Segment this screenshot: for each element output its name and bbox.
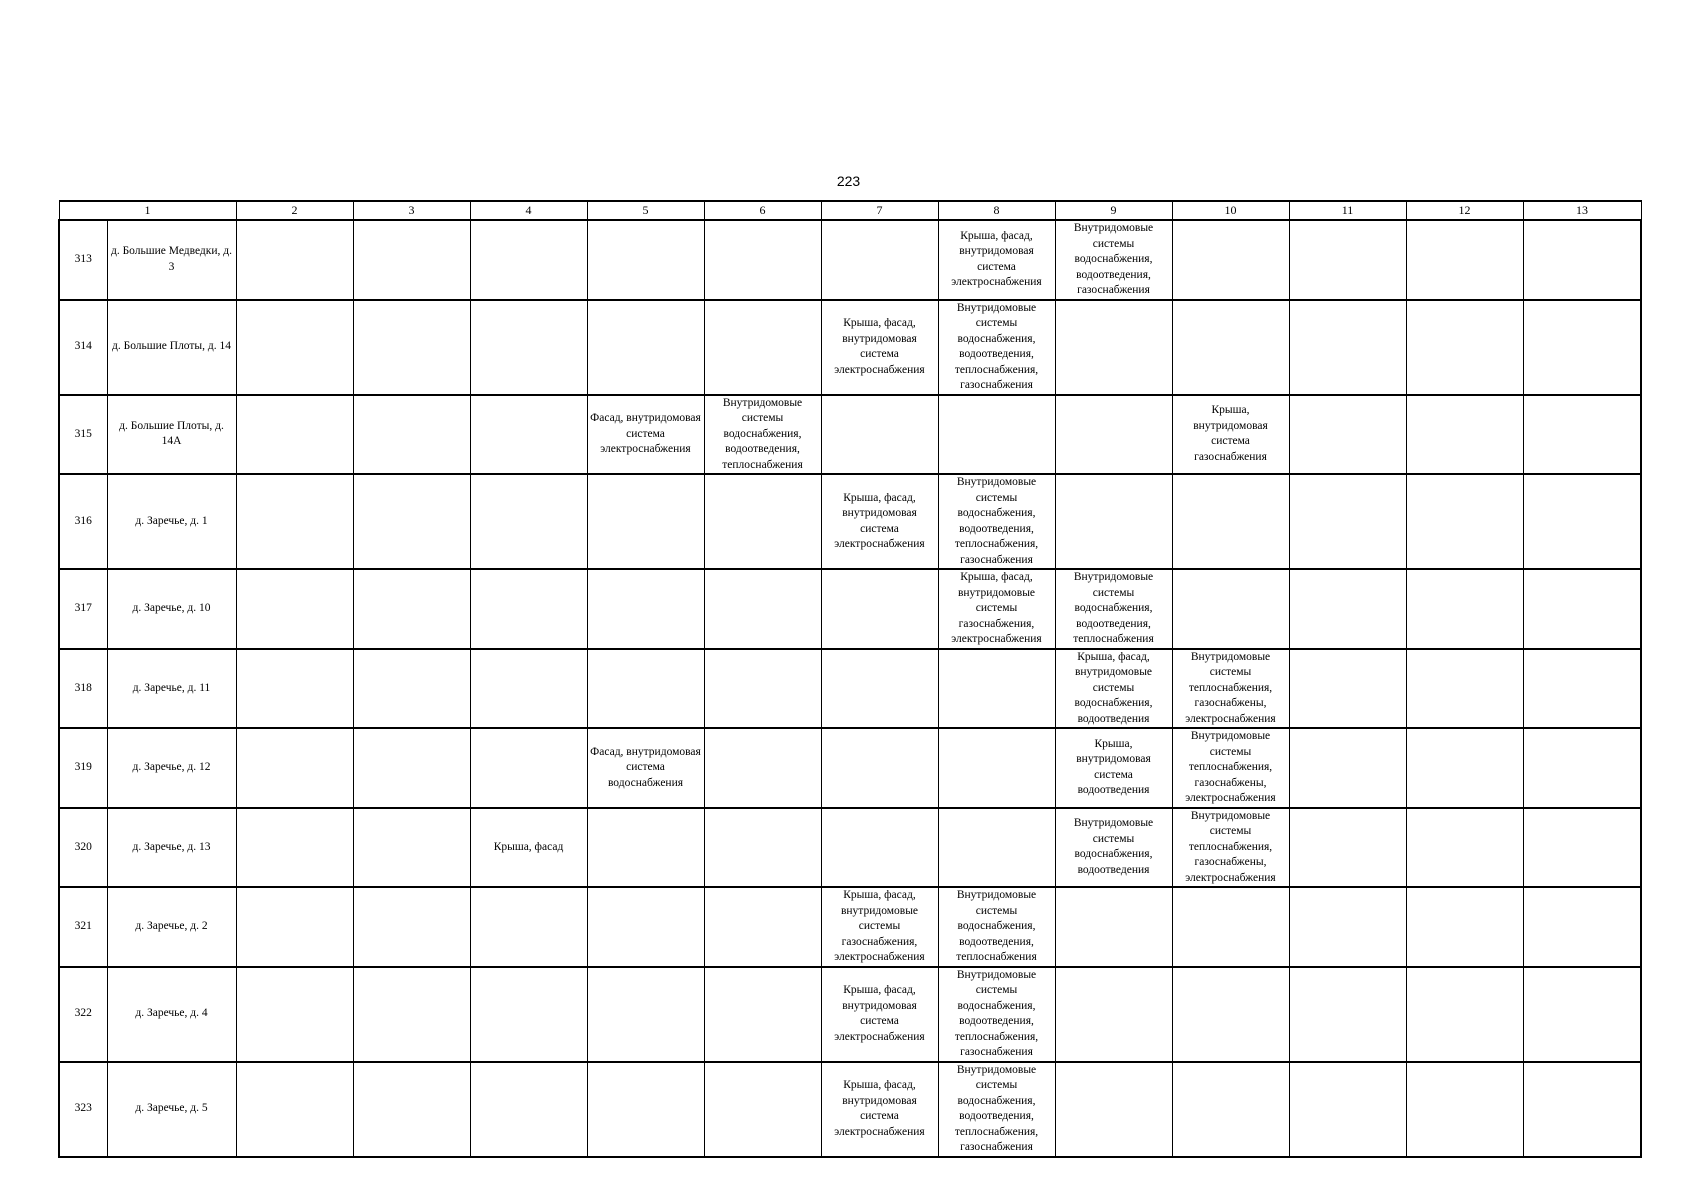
- work-cell: [470, 967, 587, 1062]
- table-row: [59, 728, 1641, 808]
- work-cell: [1289, 649, 1406, 729]
- work-cell: [353, 569, 470, 649]
- work-cell: [587, 887, 704, 967]
- work-cell: [1523, 395, 1641, 475]
- work-cell: [1055, 300, 1172, 395]
- work-cell: [1406, 1062, 1523, 1157]
- address-cell: д. Большие Медведки, д. 3: [107, 220, 236, 300]
- work-cell: [1523, 300, 1641, 395]
- row-number: 313: [59, 220, 107, 300]
- work-cell: [704, 474, 821, 569]
- work-cell: [821, 728, 938, 808]
- work-cell: [587, 220, 704, 300]
- work-cell: [1406, 808, 1523, 888]
- work-cell: [821, 395, 938, 475]
- column-header: 5: [587, 201, 704, 220]
- address-cell: д. Заречье, д. 12: [107, 728, 236, 808]
- work-cell: [1523, 220, 1641, 300]
- work-cell: [1406, 649, 1523, 729]
- work-cell: [821, 649, 938, 729]
- work-cell: [704, 1062, 821, 1157]
- work-cell: [821, 569, 938, 649]
- table-row: [59, 569, 1641, 649]
- work-cell: [704, 967, 821, 1062]
- work-cell: [1055, 395, 1172, 475]
- work-cell: [470, 728, 587, 808]
- capital-repair-table: [58, 200, 1642, 1158]
- work-cell: [587, 649, 704, 729]
- column-header: 13: [1523, 201, 1641, 220]
- work-cell: [587, 300, 704, 395]
- row-number: 314: [59, 300, 107, 395]
- work-cell: [587, 569, 704, 649]
- work-cell: [236, 220, 353, 300]
- work-cell: Крыша, внутридомовая система водоотведения: [1055, 728, 1172, 808]
- row-number: 315: [59, 395, 107, 475]
- work-cell: [1289, 569, 1406, 649]
- row-number: 322: [59, 967, 107, 1062]
- work-cell: [1289, 887, 1406, 967]
- column-header: 8: [938, 201, 1055, 220]
- column-header: 7: [821, 201, 938, 220]
- work-cell: [236, 395, 353, 475]
- table-row: [59, 1062, 1641, 1157]
- work-cell: [353, 649, 470, 729]
- work-cell: Крыша, фасад, внутридомовые системы газоснабжения, электроснабжения: [821, 887, 938, 967]
- work-cell: [236, 728, 353, 808]
- work-cell: [1172, 220, 1289, 300]
- work-cell: [587, 1062, 704, 1157]
- work-cell: [938, 808, 1055, 888]
- work-cell: [1172, 300, 1289, 395]
- row-number: 319: [59, 728, 107, 808]
- work-cell: [1523, 649, 1641, 729]
- address-cell: д. Заречье, д. 13: [107, 808, 236, 888]
- table-row: [59, 887, 1641, 967]
- work-cell: Внутридомовые системы водоснабжения, водоотведения, теплоснабжения, газоснабжения: [938, 300, 1055, 395]
- work-cell: [1289, 300, 1406, 395]
- work-cell: Крыша, фасад, внутридомовая система электроснабжения: [821, 1062, 938, 1157]
- column-header: 3: [353, 201, 470, 220]
- work-cell: [1172, 1062, 1289, 1157]
- work-cell: [821, 220, 938, 300]
- work-cell: [470, 649, 587, 729]
- work-cell: [1172, 887, 1289, 967]
- work-cell: Внутридомовые системы теплоснабжения, газоснабжены, электроснабжения: [1172, 649, 1289, 729]
- work-cell: Крыша, фасад, внутридомовая система электроснабжения: [821, 300, 938, 395]
- address-cell: д. Большие Плоты, д. 14А: [107, 395, 236, 475]
- work-cell: Крыша, фасад, внутридомовая система электроснабжения: [821, 474, 938, 569]
- work-cell: [470, 300, 587, 395]
- work-cell: [236, 300, 353, 395]
- work-cell: [1055, 967, 1172, 1062]
- work-cell: Внутридомовые системы водоснабжения, водоотведения, газоснабжения: [1055, 220, 1172, 300]
- work-cell: [1289, 808, 1406, 888]
- work-cell: [587, 967, 704, 1062]
- column-header: 11: [1289, 201, 1406, 220]
- table-row: [59, 808, 1641, 888]
- column-header: 10: [1172, 201, 1289, 220]
- row-number: 317: [59, 569, 107, 649]
- work-cell: [1055, 1062, 1172, 1157]
- column-header: 4: [470, 201, 587, 220]
- column-header: 2: [236, 201, 353, 220]
- address-cell: д. Заречье, д. 5: [107, 1062, 236, 1157]
- work-cell: [587, 474, 704, 569]
- work-cell: [1523, 1062, 1641, 1157]
- work-cell: [1172, 967, 1289, 1062]
- work-cell: [704, 808, 821, 888]
- work-cell: [236, 649, 353, 729]
- row-number: 316: [59, 474, 107, 569]
- table-row: [59, 967, 1641, 1062]
- work-cell: Крыша, фасад: [470, 808, 587, 888]
- work-cell: [353, 395, 470, 475]
- work-cell: [1289, 395, 1406, 475]
- work-cell: [353, 300, 470, 395]
- work-cell: [470, 1062, 587, 1157]
- work-cell: [1055, 887, 1172, 967]
- work-cell: [236, 967, 353, 1062]
- work-cell: [1289, 1062, 1406, 1157]
- work-cell: [1289, 220, 1406, 300]
- address-cell: д. Заречье, д. 1: [107, 474, 236, 569]
- work-cell: [1172, 474, 1289, 569]
- column-header-row: [59, 201, 1641, 220]
- work-cell: [704, 728, 821, 808]
- work-cell: [236, 1062, 353, 1157]
- work-cell: Внутридомовые системы водоснабжения, водоотведения, теплоснабжения: [1055, 569, 1172, 649]
- work-cell: [353, 474, 470, 569]
- work-cell: [1523, 967, 1641, 1062]
- work-cell: Внутридомовые системы теплоснабжения, газоснабжены, электроснабжения: [1172, 728, 1289, 808]
- work-cell: [938, 728, 1055, 808]
- work-cell: [1406, 967, 1523, 1062]
- work-cell: Внутридомовые системы теплоснабжения, газоснабжены, электроснабжения: [1172, 808, 1289, 888]
- page-number: 223: [836, 173, 861, 189]
- work-cell: [1055, 474, 1172, 569]
- work-cell: [587, 808, 704, 888]
- address-cell: д. Большие Плоты, д. 14: [107, 300, 236, 395]
- work-cell: [1406, 395, 1523, 475]
- work-cell: [353, 728, 470, 808]
- work-cell: [1406, 474, 1523, 569]
- work-cell: [353, 220, 470, 300]
- work-cell: [1289, 728, 1406, 808]
- work-cell: [236, 808, 353, 888]
- work-cell: Внутридомовые системы водоснабжения, водоотведения, теплоснабжения, газоснабжения: [938, 967, 1055, 1062]
- work-cell: [353, 887, 470, 967]
- work-cell: Фасад, внутридомовая система водоснабжения: [587, 728, 704, 808]
- work-cell: [704, 220, 821, 300]
- work-cell: [470, 395, 587, 475]
- work-cell: [704, 569, 821, 649]
- address-cell: д. Заречье, д. 4: [107, 967, 236, 1062]
- address-cell: д. Заречье, д. 11: [107, 649, 236, 729]
- column-header: 12: [1406, 201, 1523, 220]
- column-header: 6: [704, 201, 821, 220]
- work-cell: Фасад, внутридомовая система электроснабжения: [587, 395, 704, 475]
- work-cell: [1289, 474, 1406, 569]
- work-cell: Внутридомовые системы водоснабжения, водоотведения, теплоснабжения, газоснабжения: [938, 474, 1055, 569]
- table-row: [59, 300, 1641, 395]
- work-cell: [470, 220, 587, 300]
- work-cell: [236, 474, 353, 569]
- work-cell: [821, 808, 938, 888]
- address-cell: д. Заречье, д. 10: [107, 569, 236, 649]
- work-cell: [470, 569, 587, 649]
- work-cell: Крыша, внутридомовая система газоснабжения: [1172, 395, 1289, 475]
- work-cell: [704, 300, 821, 395]
- work-cell: [1523, 728, 1641, 808]
- work-cell: [236, 887, 353, 967]
- table-row: [59, 220, 1641, 300]
- work-cell: [236, 569, 353, 649]
- work-cell: [470, 474, 587, 569]
- work-cell: [353, 967, 470, 1062]
- work-cell: [938, 649, 1055, 729]
- work-cell: [470, 887, 587, 967]
- row-number: 321: [59, 887, 107, 967]
- column-header: 1: [59, 201, 236, 220]
- work-cell: [1523, 474, 1641, 569]
- work-cell: [938, 395, 1055, 475]
- table-row: [59, 474, 1641, 569]
- work-cell: [353, 808, 470, 888]
- work-cell: Внутридомовые системы водоснабжения, водоотведения, теплоснабжения, газоснабжения: [938, 1062, 1055, 1157]
- work-cell: [704, 887, 821, 967]
- row-number: 320: [59, 808, 107, 888]
- work-cell: Внутридомовые системы водоснабжения, водоотведения: [1055, 808, 1172, 888]
- row-number: 323: [59, 1062, 107, 1157]
- work-cell: [1523, 808, 1641, 888]
- work-cell: Крыша, фасад, внутридомовые системы водоснабжения, водоотведения: [1055, 649, 1172, 729]
- work-cell: [1172, 569, 1289, 649]
- work-cell: [1523, 569, 1641, 649]
- address-cell: д. Заречье, д. 2: [107, 887, 236, 967]
- column-header: 9: [1055, 201, 1172, 220]
- work-cell: [1406, 569, 1523, 649]
- work-cell: Внутридомовые системы водоснабжения, водоотведения, теплоснабжения: [938, 887, 1055, 967]
- work-cell: Крыша, фасад, внутридомовая система электроснабжения: [821, 967, 938, 1062]
- work-cell: [353, 1062, 470, 1157]
- work-cell: [1406, 728, 1523, 808]
- table-row: [59, 649, 1641, 729]
- work-cell: [1289, 967, 1406, 1062]
- table-row: [59, 395, 1641, 475]
- work-cell: Крыша, фасад, внутридомовые системы газоснабжения, электроснабжения: [938, 569, 1055, 649]
- row-number: 318: [59, 649, 107, 729]
- work-cell: [704, 649, 821, 729]
- work-cell: [1406, 887, 1523, 967]
- work-cell: [1406, 300, 1523, 395]
- work-cell: Внутридомовые системы водоснабжения, водоотведения, теплоснабжения: [704, 395, 821, 475]
- work-cell: Крыша, фасад, внутридомовая система электроснабжения: [938, 220, 1055, 300]
- work-cell: [1406, 220, 1523, 300]
- work-cell: [1523, 887, 1641, 967]
